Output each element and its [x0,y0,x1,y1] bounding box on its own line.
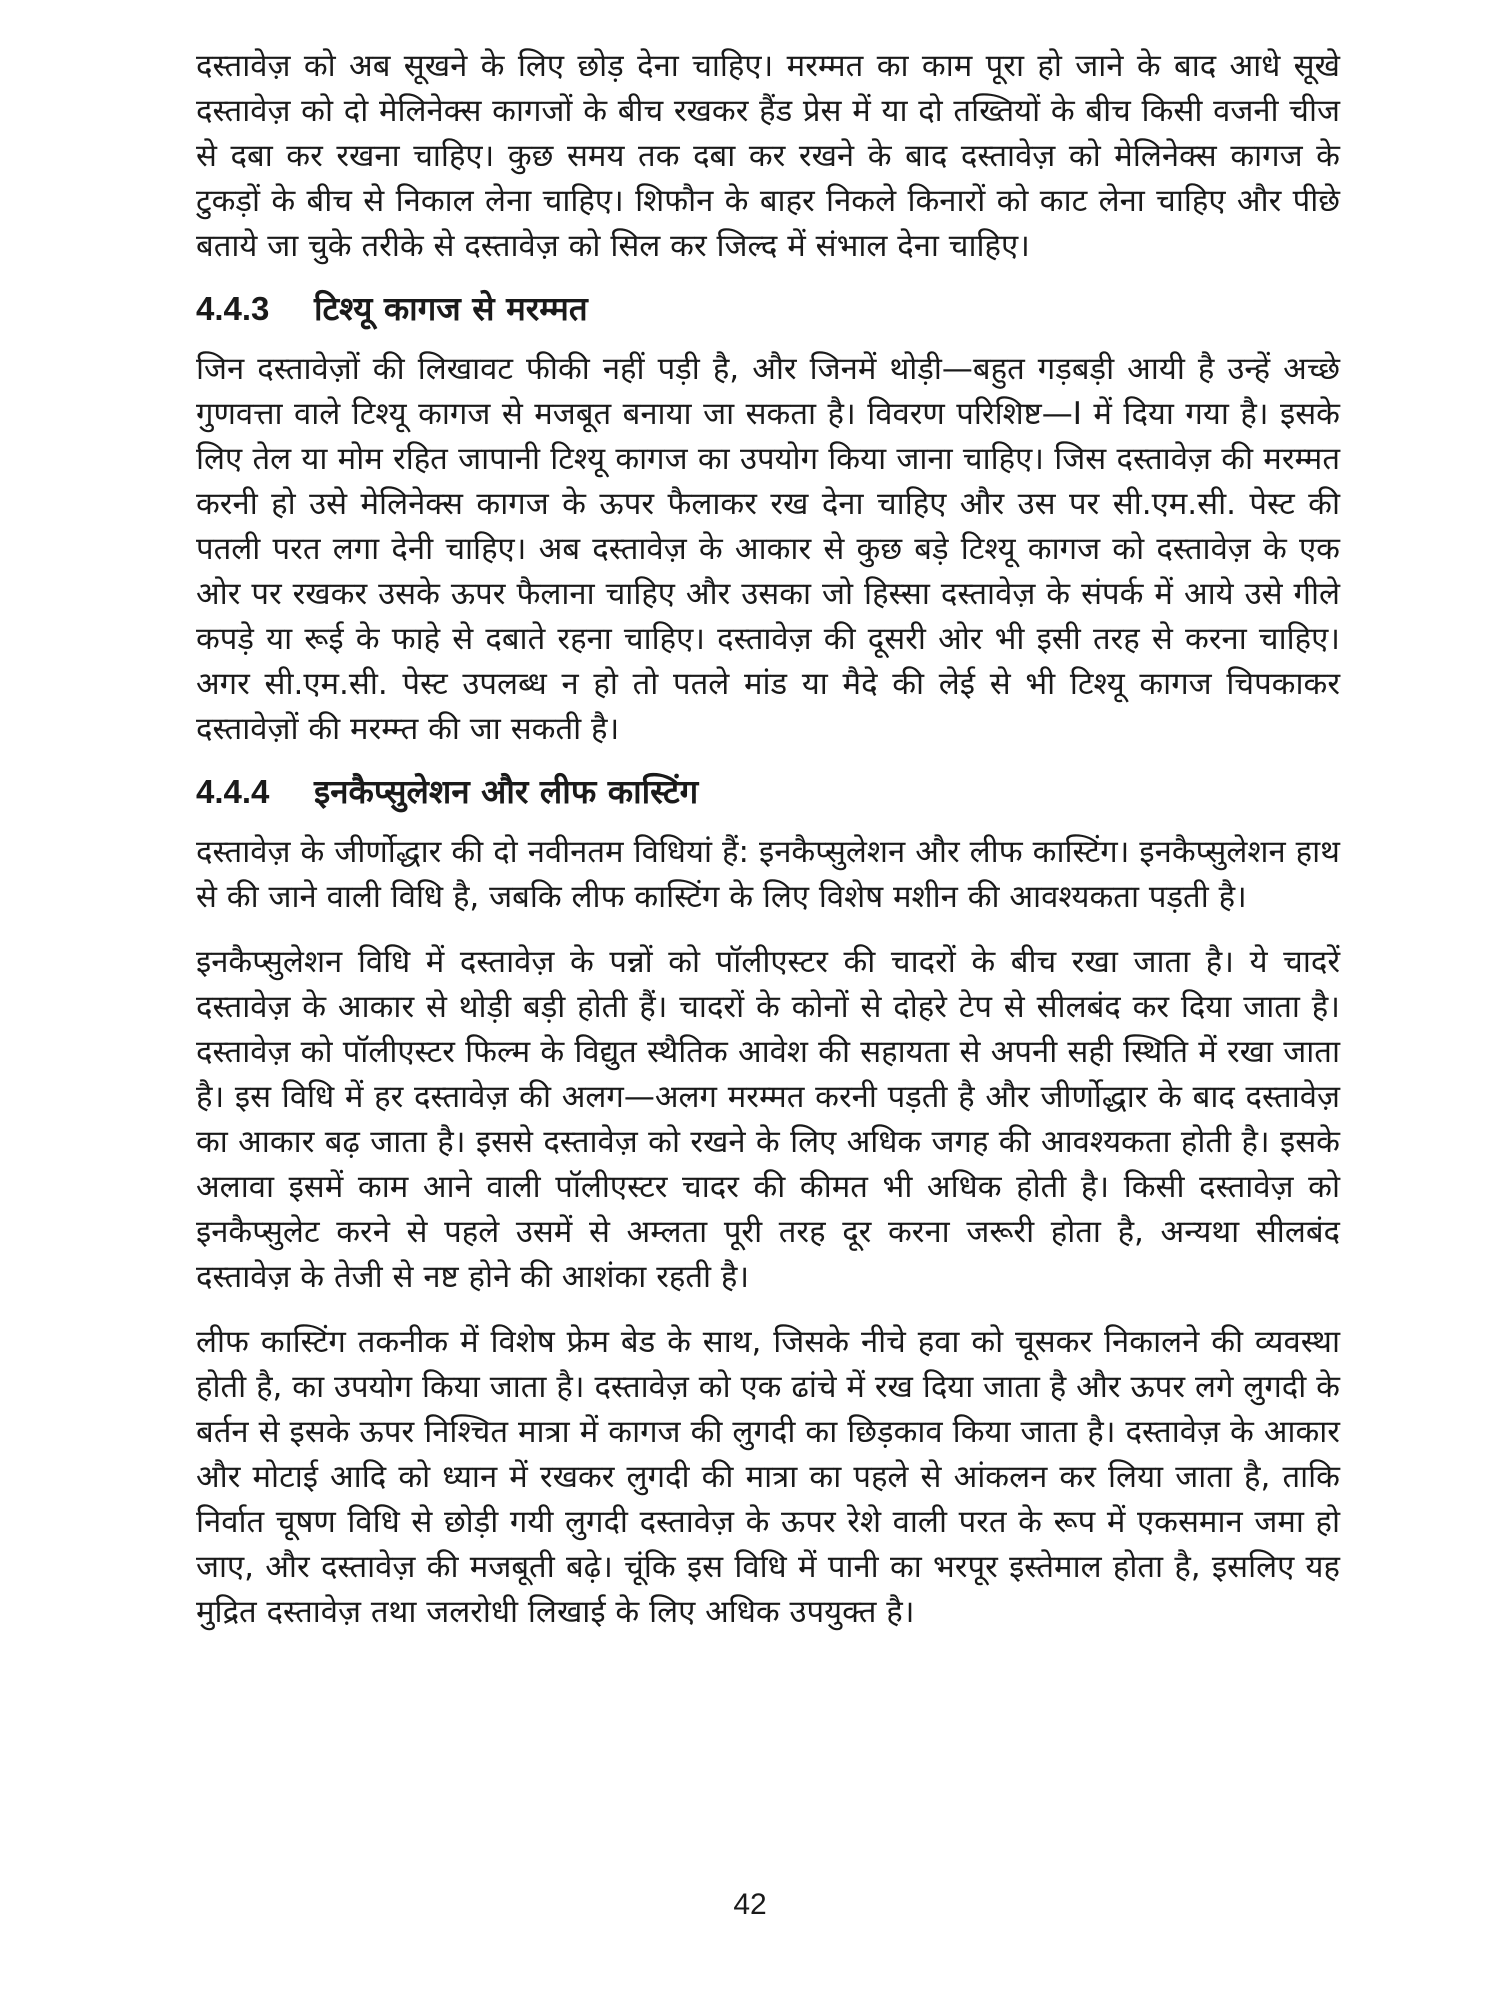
body-paragraph: इनकैप्सुलेशन विधि में दस्तावेज़ के पन्नों को पॉलीएस्टर की चादरों के बीच रखा जाता है। ये चादरें दस्तावेज़ के आकार से थोड़ी बड़ी होती हैं। चादरों के कोनों से दोहरे टेप से सीलबंद कर दिया जाता है। दस्तावेज़ को पॉलीएस्टर फिल्म के विद्युत स्थैतिक आवेश की सहायता से अपनी सही स्थिति में रखा जाता है। इस विधि में हर दस्तावेज़ की अलग—अलग मरम्मत करनी पड़ती है और जीर्णोद्धार के बाद दस्तावेज़ का आकार बढ़ जाता है। इससे दस्तावेज़ को रखने के लिए अधिक जगह की आवश्यकता होती है। इसके अलावा इसमें काम आने वाली पॉलीएस्टर चादर की कीमत भी अधिक होती है। किसी दस्तावेज़ को इनकैप्सुलेट करने से पहले उसमें से अम्लता पूरी तरह दूर करना जरूरी होता है, अन्यथा सीलबंद दस्तावेज़ के तेजी से नष्ट होने की आशंका रहती है। [196,944,1340,1295]
body-paragraph: जिन दस्तावेज़ों की लिखावट फीकी नहीं पड़ी है, और जिनमें थोड़ी—बहुत गड़बड़ी आयी है उन्हें अच्छे गुणवत्ता वाले टिश्यू कागज से मजबूत बनाया जा सकता है। विवरण परिशिष्ट—I में दिया गया है। इसके लिए तेल या मोम रहित जापानी टिश्यू कागज का उपयोग किया जाना चाहिए। जिस दस्तावेज़ की मरम्मत करनी हो उसे मेलिनेक्स कागज के ऊपर फैलाकर रख देना चाहिए और उस पर सी.एम.सी. पेस्ट की पतली परत लगा देनी चाहिए। अब दस्तावेज़ के आकार से कुछ बड़े टिश्यू कागज को दस्तावेज़ के एक ओर पर रखकर उसके ऊपर फैलाना चाहिए और उसका जो हिस्सा दस्तावेज़ के संपर्क में आये उसे गीले कपड़े या रूई के फाहे से दबाते रहना चाहिए। दस्तावेज़ की दूसरी ओर भी इसी तरह से करना चाहिए। अगर सी.एम.सी. पेस्ट उपलब्ध न हो तो पतले मांड या मैदे की लेई से भी टिश्यू कागज चिपकाकर दस्तावेज़ों की मरम्म्त की जा सकती है। [196,351,1340,747]
body-paragraph: लीफ कास्टिंग तकनीक में विशेष फ्रेम बेड के साथ, जिसके नीचे हवा को चूसकर निकालने की व्यवस्था होती है, का उपयोग किया जाता है। दस्तावेज़ को एक ढांचे में रख दिया जाता है और ऊपर लगे लुगदी के बर्तन से इसके ऊपर निश्चित मात्रा में कागज की लुगदी का छिड़काव किया जाता है। दस्तावेज़ के आकार और मोटाई आदि को ध्यान में रखकर लुगदी की मात्रा का पहले से आंकलन कर लिया जाता है, ताकि निर्वात चूषण विधि से छोड़ी गयी लुगदी दस्तावेज़ के ऊपर रेशे वाली परत के रूप में एकसमान जमा हो जाए, और दस्तावेज़ की मजबूती बढ़े। चूंकि इस विधि में पानी का भरपूर इस्तेमाल होता है, इसलिए यह मुद्रित दस्तावेज़ तथा जलरोधी लिखाई के लिए अधिक उपयुक्त है। [196,1324,1340,1630]
section-4-4-3 [196,285,1340,752]
body-paragraph: दस्तावेज़ के जीर्णोद्धार की दो नवीनतम विधियां हैं: इनकैप्सुलेशन और लीफ कास्टिंग। इनकैप्सुलेशन हाथ से की जाने वाली विधि है, जबकि लीफ कास्टिंग के लिए विशेष मशीन की आवश्यकता पड़ती है। [196,834,1340,915]
page-number: 42 [733,1888,767,1921]
section-heading [196,768,1340,816]
section-heading [196,285,1340,333]
section-number: 4.4.3 [196,290,270,327]
intro-paragraph: दस्तावेज़ को अब सूखने के लिए छोड़ देना चाहिए। मरम्मत का काम पूरा हो जाने के बाद आधे सूखे दस्तावेज़ को दो मेलिनेक्स कागजों के बीच रखकर हैंड प्रेस में या दो तख्तियों के बीच किसी वजनी चीज से दबा कर रखना चाहिए। कुछ समय तक दबा कर रखने के बाद दस्तावेज़ को मेलिनेक्स कागज के टुकड़ों के बीच से निकाल लेना चाहिए। शिफौन के बाहर निकले किनारों को काट लेना चाहिए और पीछे बताये जा चुके तरीके से दस्तावेज़ को सिल कर जिल्द में संभाल देना चाहिए। [196,48,1340,264]
page-content [196,44,1340,1651]
section-4-4-4 [196,768,1340,1635]
section-title: टिश्यू कागज से मरम्मत [314,289,588,328]
section-title: इनकैप्सुलेशन और लीफ कास्टिंग [314,772,699,811]
section-number: 4.4.4 [196,773,270,810]
